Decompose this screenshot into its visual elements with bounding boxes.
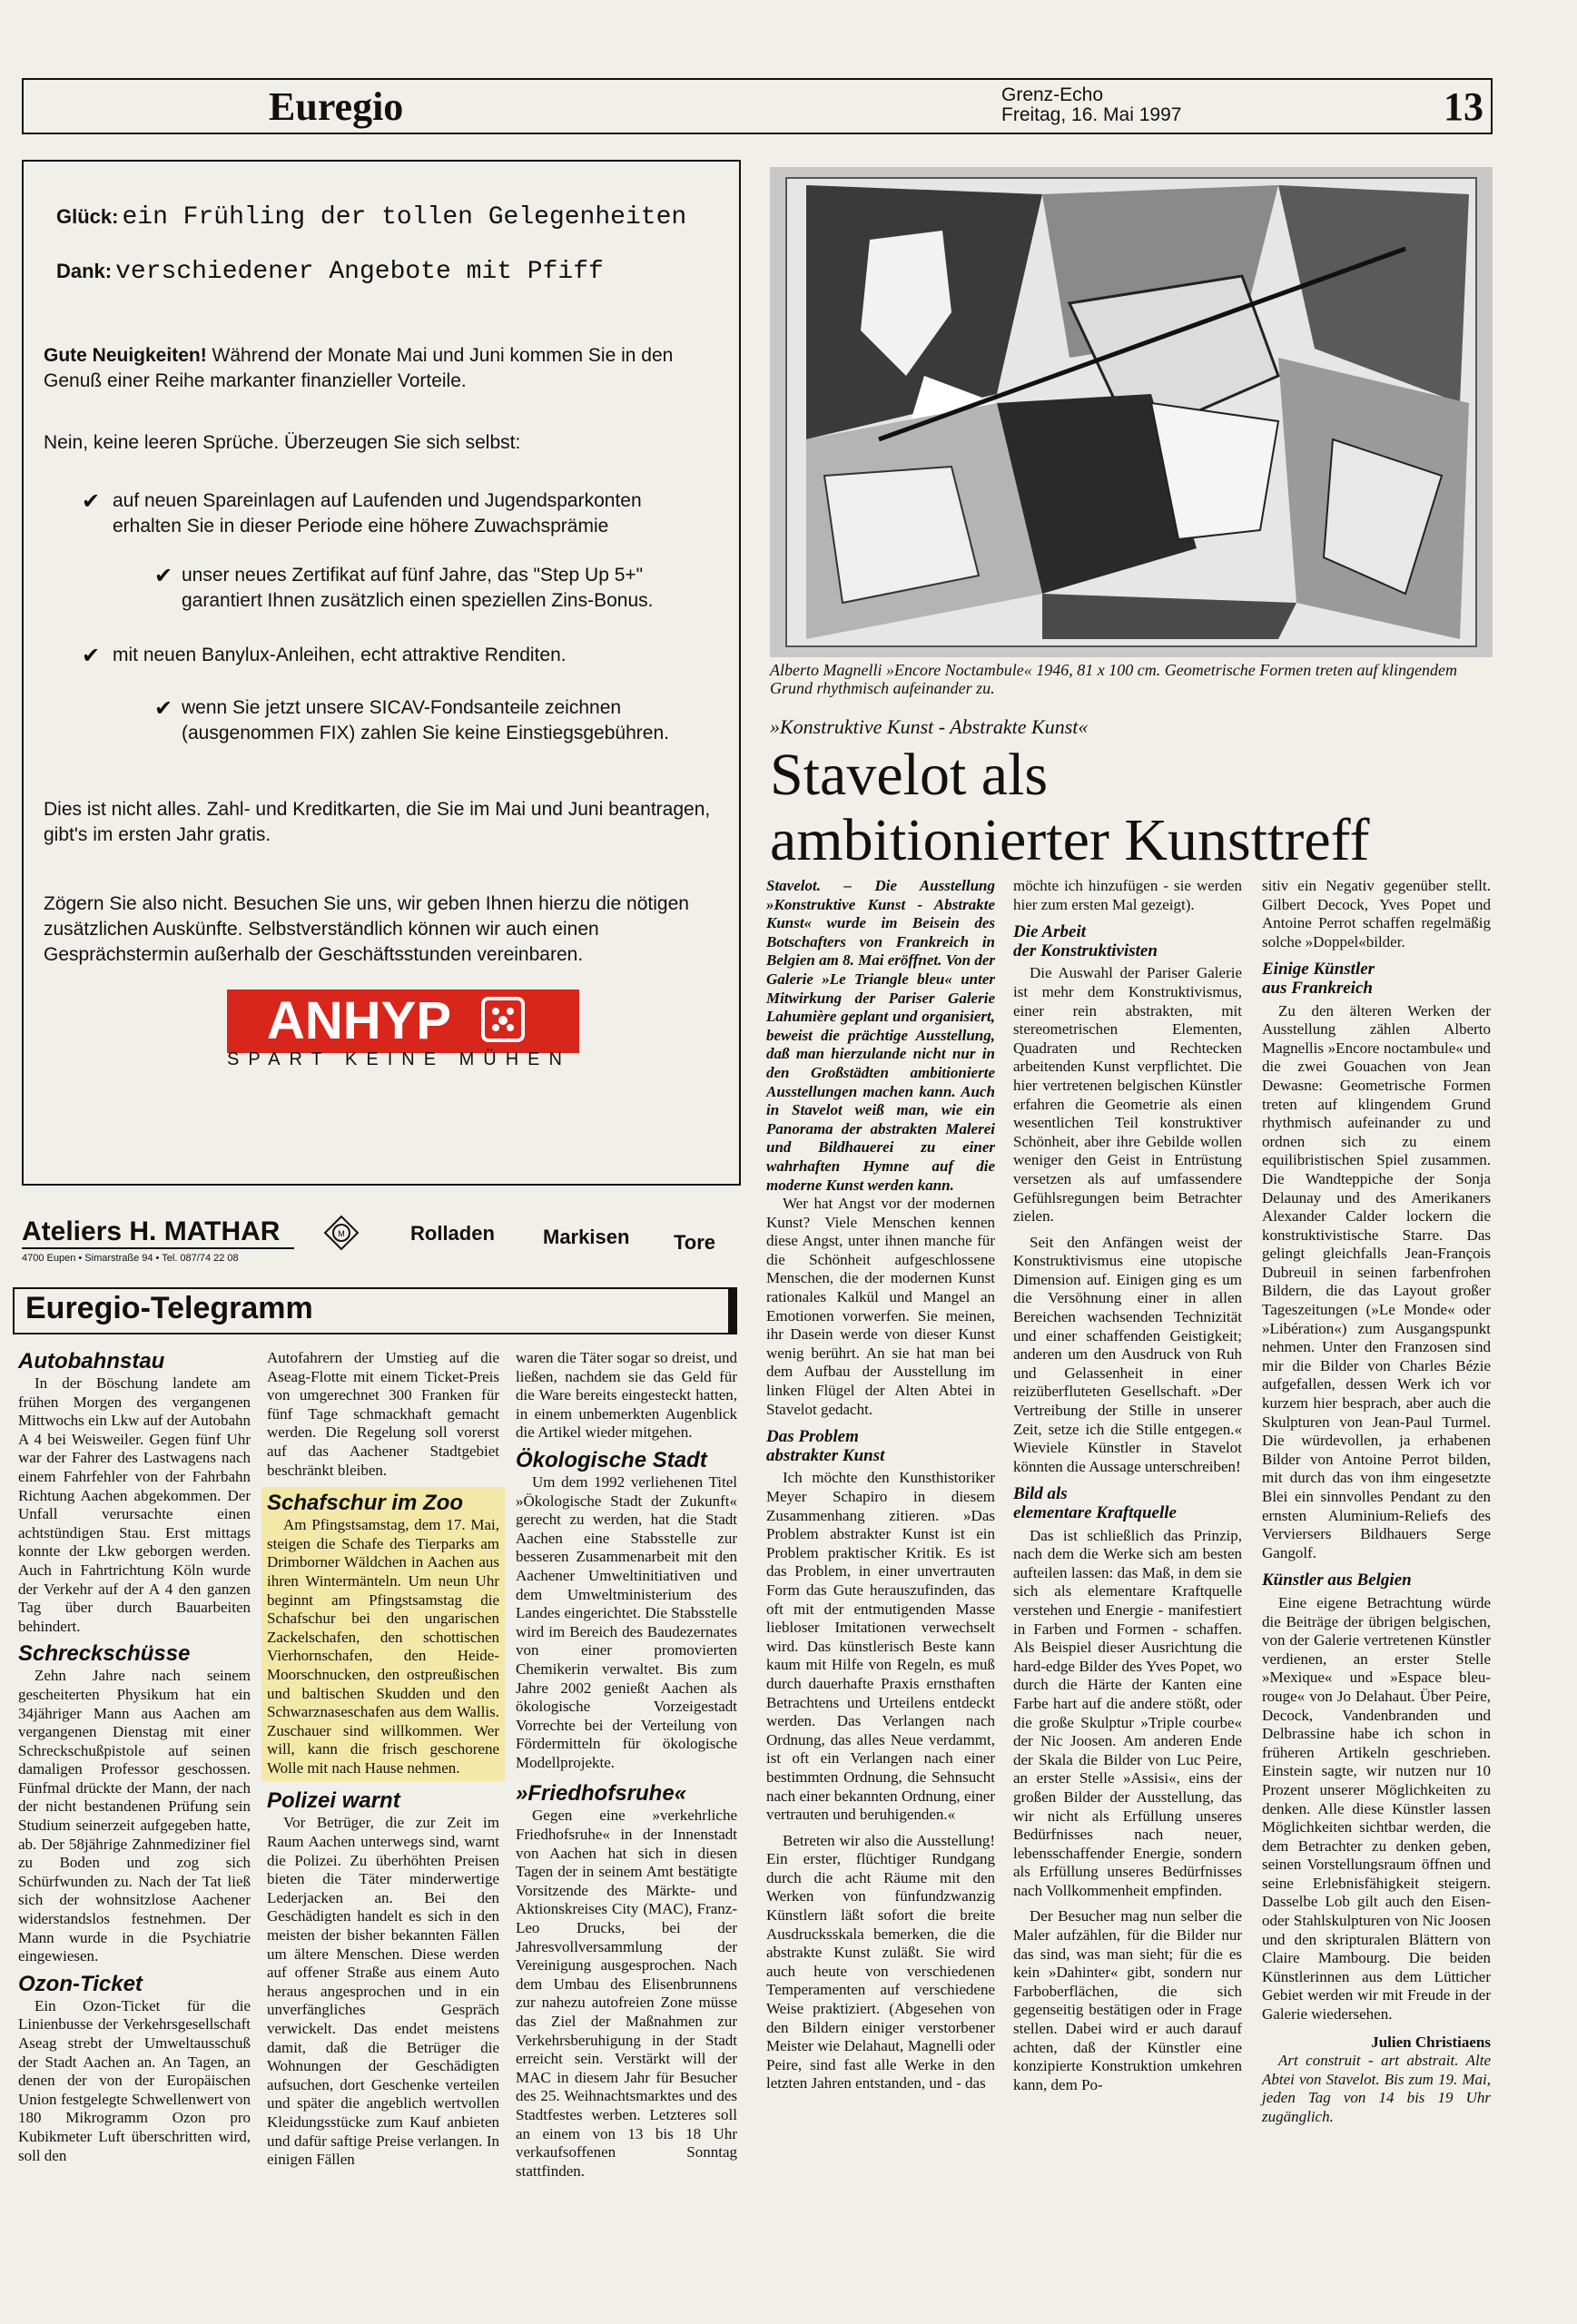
ad-closing: Zögern Sie also nicht. Besuchen Sie uns, wir geben Ihnen hierzu die nötigen zusätzlichen Auskünfte. Selbstverständlich können wir auch einen Gesprächstermin außerhalb der Geschäftsstunden vereinbaren. [44,893,689,965]
anhyp-brand: ANHYP [267,991,450,1050]
page-number: 13 [1444,84,1483,129]
article-column-1 [766,877,995,2093]
ozon-heading: Ozon-Ticket [18,1971,143,1996]
checkmark-icon: ✔ [82,643,101,668]
ad-intro [44,343,715,394]
article-c1-p1: Wer hat Angst vor der modernen Kunst? Viele Menschen kennen diese Angst, unter ihnen manche für die Schönheit aufgeschlossene Menschen, die der modernen Kunst rationales Kalkül und Mangel an Emotionen vorwerfen. Sie meinen, ihr Dasein werde von dieser Kunst wenig berührt. An sie hat man bei dem Aufbau der Ausstellung im linken Flügel der Alten Abtei in Stavelot gedacht. [766,1195,995,1418]
subhead-frankreich [1262,960,1491,998]
svg-text:M: M [338,1229,345,1238]
fried-text: Gegen eine »verkehrliche Friedhofsruhe« in der Innenstadt von Aachen hat sich in diesen Tagen der in seinem Amt bestätigte Vorsitzende des Märkte- und Aktionskreises City (MAC), Franz-Leo Drucks, bei der Jahresvollversammlung der Vereinigung ausgesprochen. Nach dem Umbau des Elisenbrunnens zur nahezu autofreien Zone müsse das Ziel der Maßnahmen zur Verkehrsberuhigung in der Stadt erreicht sein. Verstärkt will der MAC in diesem Jahr für Besucher des 25. Weihnachtsmarktes und des Stadtfestes werben. Letzteres soll an einem von 13 bis 18 Uhr verkaufsoffenen Sonntag stattfinden. [516,1807,737,2180]
mathar-item-markisen: Markisen [543,1226,630,1248]
subhead-konstruktivisten [1013,923,1242,960]
article-c2-p0: möchte ich hinzufügen - sie werden hier zum ersten Mal gezeigt). [1013,877,1242,913]
page-header-frame [22,78,1493,134]
article-c2-p3: Das ist schließlich das Prinzip, nach dem die Werke sich am besten aufteilen lassen: das Maß, in dem sie sich als elementare Kraftquelle verstehen und Energie - manifestiert in Farben und Formen - schaffen. Als Beispiel dieser Ausrichtung die hard-edge Bilder des Yves Popet, wo durch die Härte der Kanten eine Farbe hart auf die andere stößt, oder die große Skulptur »Triple courbe« der Nic Joosen. Am anderen Ende der Skala die Bilder von Luc Peire, an erster Stelle »Assisi«, eins der großen Bilder der Ausstellung, das wir nicht als Erfüllung unseres Bedürfnisses nach neuer, lebensschaffender Energie, sondern als Erfüllung unseres Bedürfnisses nach Vollkommenheit empfinden. [1013,1526,1242,1899]
ozon-continued: Autofahrern der Umstieg auf die Aseag-Flotte mit einem Ticket-Preis von umgerechnet 300 Franken für fünf Tage schmackhaft gemacht werden. Die Regelung soll vorerst auf das Aachener Stadtgebiet beschränkt bleiben. [267,1349,499,1479]
mathar-name: Ateliers H. MATHAR [22,1216,281,1246]
ad-bullet-4: wenn Sie jetzt unsere SICAV-Fondsanteile zeichnen (ausgenommen FIX) zahlen Sie keine Einstiegsgebühren. [182,697,669,743]
section-title: Euregio [269,84,404,129]
anhyp-slogan: SPART KEINE MÜHEN [227,1049,571,1069]
newspaper-name: Grenz-Echo [1001,84,1104,105]
telegramm-column-2 [267,1349,499,2170]
subhead-kraftquelle-2: elementare Kraftquelle [1013,1503,1177,1522]
telegramm-title: Euregio-Telegramm [25,1291,313,1325]
subhead-problem-2: abstrakter Kunst [766,1445,885,1465]
article-c1-p3: Betreten wir also die Ausstellung! Ein erster, flüchtiger Rundgang durch die acht Räume mit den Werken von fünfundzwanzig Künstlern läßt sofort die breite Ausdrucksskala bemerken, die die abstrakte Kunst zuläßt. Sie wird auch heute von verschiedenen Temperamenten auf verschiedene Weise praktiziert. (Abgesehen von den Bildern einiger verstorbener Meister wie Delahaut, Magnelli oder Peire, sind fast alle Werke in den letzten Jahren entstanden, und - das [766,1831,995,2093]
anhyp-logo [227,990,579,1053]
fried-heading: »Friedhofsruhe« [516,1781,687,1807]
subhead-problem [766,1428,995,1465]
subhead-konstruktivisten-2: der Konstruktivisten [1013,940,1158,960]
polizei-text: Vor Betrüger, die zur Zeit im Raum Aachen unterwegs sind, warnt die Polizei. Zu überhöhten Preisen bieten die Täter minderwertige Lederjacken an. Bei den Geschädigten handelt es sich in den meisten der bisher bekannten Fällen um ältere Menschen. Diese werden auf offener Straße aus einem Auto heraus angesprochen und in ein unverfängliches Gespräch verwickelt. Das endet meistens damit, daß die Betrüger die Wohnungen der Geschädigten aufsuchen, dort Geschenke verteilen und später die angeblich wertvollen Kleidungsstücke zum Kauf anbieten und dafür saftige Preise verlangen. In einigen Fällen [267,1814,499,2169]
subhead-problem-1: Das Problem [766,1427,859,1447]
article-c3-p2: Eine eigene Betrachtung würde die Beiträge der übrigen belgischen, von der Galerie vertretenen Künstler verdienen, an erster Stelle »Mexique« und »Espace bleu-rouge« von Jo Delahaut. Über Peire, Decock, Vandenbranden und Delbrassine habe ich schon in früheren Artikeln geschrieben. Einstein sagte, wir nutzen nur 10 Prozent unserer Möglichkeiten zu denken. Alle diese Künstler lassen Möglichkeiten sichtbar werden, die dem Betrachter zu denken geben, seinen Vorstellungsraum öffnen und seine Erlebnisfähigkeit steigern. Dasselbe Lob gilt auch den Eisen- oder Stahlskulpturen von Nic Joosen und den skripturalen Blättern von Claire Mambourg. Die beiden Künstlerinnen aus dem Lütticher Gebiet werden wir mit Freude in der Galerie wiedersehen. [1262,1593,1491,2024]
schafschur-box [261,1487,505,1781]
mathar-item-rolladen: Rolladen [410,1222,495,1245]
article-kicker: »Konstruktive Kunst - Abstrakte Kunst« [770,715,1089,738]
subhead-belgien: Künstler aus Belgien [1262,1571,1412,1590]
schaf-heading: Schafschur im Zoo [267,1491,464,1516]
article-headline [770,743,1493,873]
ad-slogan-2 [56,258,728,286]
oeko-heading: Ökologische Stadt [516,1447,707,1472]
oeko-text: Um dem 1992 verliehenen Titel »Ökologische Stadt der Zukunft« gerecht zu werden, hat die Stadt Aachen eine Stabsstelle zur besseren Zusammenarbeit mit den Aachener Umweltinitiativen und dem Umweltministerium des Landes eingerichtet. Die Stabsstelle wird im Bereich des Baudezernates von einer promovierten Chemikerin verwaltet. Bis zum Jahre 2002 genießt Aachen als ökologische Vorzeigestadt Vorrechte bei der Verteilung von Fördermitteln für ökologische Modellprojekte. [516,1472,737,1771]
ad-bullet-1: auf neuen Spareinlagen auf Laufenden und Jugendsparkonten erhalten Sie in dieser Periode eine höhere Zuwachsprämie [113,490,642,537]
article-lead: Stavelot. – Die Ausstellung »Konstruktive Kunst - Abstrakte Kunst« wurde im Beisein des Botschafters von Frankreich in Belgien am 8. Mai eröffnet. Von der Galerie »Le Triangle bleu« unter Mitwirkung der Pariser Galerie Lahumière geplant und organisiert, beweist die prächtige Ausstellung, daß man hierzulande nicht nur in den Großstädten ambitionierte Ausstellungen machen kann. Auch in Stavelot weiß man, wie ein Panorama der abstrakten Malerei und Bildhauerei zu einer wahrhaften Hymne auf die moderne Kunst werden kann. [766,877,995,1194]
subhead-kraftquelle [1013,1485,1242,1522]
ad-intro-bold: Gute Neuigkeiten! [44,345,207,366]
telegramm-column-3 [516,1349,737,2181]
article-c2-p2: Seit den Anfängen weist der Konstruktivismus eine utopische Dimension auf. Einigen ging es um die Versöhnung einer in allen Bereichen wachsenden Technizität und einer schaffenden Geistigkeit; anderen um den Ausdruck von Ruh und Gelassenheit in einer reizüberfluteten Gesellschaft. »Der Vertreibung der Stille in unserer Zeit, setze ich die Stille entgegen.« Wieviele Künstler in Stavelot könnten die Aussage unterschreiben! [1013,1233,1242,1475]
autobahn-text: In der Böschung landete am frühen Morgen des vergangenen Mittwochs ein Lkw auf der Autobahn A 4 bei Weisweiler. Gegen fünf Uhr war der Fahrer des Lastwagens nach einem Fahrfehler von der Fahrbahn Richtung Aachen abgekommen. Der Unfall verursachte einen achtstündigen Stau. Erst mittags konnte der Lkw geborgen werden. Auch in Fahrtrichtung Köln wurde der Verkehr auf der A 4 den ganzen Tag über durch Bauarbeiten behindert. [18,1374,251,1635]
article-c2-p4: Der Besucher mag nun selber die Maler aufzählen, für die Bilder nur das sind, was man sieht; für die es kein »Dahinter« gibt, sondern nur Farboberflächen, die sich gegenseitig bestätigen oder in Frage stellen. Dabei wird er auch darauf achten, daß der Künstler eine konzipierte Konstruktion umkehren kann, dem Po- [1013,1907,1242,2093]
polizei-heading: Polizei warnt [267,1788,400,1814]
checkmark-icon: ✔ [154,563,173,588]
article-author: Julien Christiaens [1371,2033,1491,2051]
exhibition-info: Art construit - art abstrait. Alte Abtei von Stavelot. Bis zum 19. Mai, jeden Tag von 14 bis 19 Uhr zugänglich. [1262,2052,1491,2125]
checkmark-icon: ✔ [82,488,101,514]
subhead-frankreich-2: aus Frankreich [1262,978,1373,998]
issue-date: Freitag, 16. Mai 1997 [1001,104,1182,125]
headline-line-2: ambitionierter Kunsttreff [770,807,1370,873]
article-c2-p1: Die Auswahl der Pariser Galerie ist mehr dem Konstruktivismus, einer rein abstrakten, mit stereometrischen Elementen, Quadraten und Rechtecken arbeitenden Kunst verpflichtet. Die hier vertretenen belgischen Künstler erfahren die Geometrie als einen wesentlichen Teil konstruktiver Schönheit, aber ihre Gebilde wollen weniger den Geist in Entrüstung versetzen als auf umfassendere Gefühlsregungen beim Betrachter zielen. [1013,964,1242,1226]
schreck-heading: Schreckschüsse [18,1641,191,1667]
article-column-3 [1262,877,1491,2127]
ad-slogan-2-label: Dank: [56,260,113,282]
subhead-frankreich-1: Einige Künstler [1262,960,1375,980]
subhead-konstruktivisten-1: Die Arbeit [1013,922,1087,942]
ad-slogan-2-text: verschiedener Angebote mit Pfiff [115,258,604,286]
ad-slogan-1 [56,203,728,231]
ad-slogan-1-text: ein Frühling der tollen Gelegenheiten [122,203,687,231]
ozon-text: Ein Ozon-Ticket für die Linienbusse der Verkehrsgesellschaft Aseag strebt der Umweltausschuß der Stadt Aachen an. An Tagen, an denen der von der Europäischen Union festgelegte Schwellenwert von 180 Mikrogramm Ozon pro Kubikmeter Luft überschritten wird, soll den [18,1996,251,2164]
ad-slogan-1-label: Glück: [56,205,119,228]
mathar-item-tore: Tore [674,1231,716,1254]
autobahn-heading: Autobahnstau [18,1349,165,1374]
magnelli-painting-image [770,167,1493,657]
polizei-continued: waren die Täter sogar so dreist, und ließen, nachdem sie das Geld für die Ware bereits eingesteckt hatten, in einem unbemerkten Augenblick die Artikel wieder mitgehen. [516,1349,737,1442]
anhyp-symbol-icon [481,997,525,1042]
article-c3-p1: Zu den älteren Werken der Ausstellung zählen Alberto Magnellis »Encore noctambule« und die zwei Gouachen von Jean Dewasne: Geometrische Formen treten auf klingendem Grund rhythmisch aufeinander zu und ordnen sich zu einem equilibristischen Spiel zusammen. Die Wandteppiche der Sonja Delaunay und des Amerikaners Alexander Calder lockern die konstruktivistische Starre. Das gelingt gleichfalls Jean-François Dubreuil in seinen farbenfrohen Bildern, die das Layout großer Tageszeitungen (»Le Monde« oder »Libération«) zum Ausgangspunkt nehmen. Unter den Franzosen sind mir die Bilder von Charles Bézie aufgefallen, dessen Werk ich vor kurzem hier besprach, aber auch die Skulpturen von Jean-Paul Turmel. Die würdevollen, ja erhabenen Bilder von Antoine Perrot bilden, mit durch das von ihm eingesetzte Blei ein sinnvolles Pendant zu den ernsten Aluminium-Reliefs des Verviersers Bildhauers Serge Gangolf. [1262,1001,1491,1561]
article-c3-p0: sitiv ein Negativ gegenüber stellt. Gilbert Decock, Yves Popet und Antoine Perrot schaffen regelmäßig solche »Doppel«bilder. [1262,877,1491,950]
mathar-logo-icon [323,1215,360,1251]
masthead-info [1001,85,1181,125]
mathar-ad [22,1216,294,1249]
checkmark-icon: ✔ [154,695,173,721]
schreck-text: Zehn Jahre nach seinem gescheiterten Physikum hat ein 34jähriger Mann aus Aachen am vergangenen Dienstag mit einer Schreckschußpistole auf seinen damaligen Professor geschossen. Fünfmal drückte der Mann, der nach der nicht bestandenen Prüfung sein Studium seinerzeit aufgegeben hatte, ab. Der 58jährige Zahnmediziner fiel zu Boden und zog sich Schürfwunden zu. Nach der Tat ließ sich der wohnsitzlose Aachener widerstandslos festnehmen. Der Mann wurde in die Psychiatrie eingewiesen. [18,1667,251,1965]
painting-caption: Alberto Magnelli »Encore Noctambule« 1946, 81 x 100 cm. Geometrische Formen treten auf klingendem Grund rhythmisch aufeinander zu. [770,661,1457,697]
subhead-kraftquelle-1: Bild als [1013,1484,1068,1504]
mathar-address: 4700 Eupen • Simarstraße 94 • Tel. 087/74 22 08 [22,1253,239,1264]
ad-intro-text: Während der Monate Mai und Juni kommen Sie in den Genuß einer Reihe markanter finanzieller Vorteile. [44,345,674,391]
article-column-2 [1013,877,1242,2094]
schaf-text: Am Pfingstsamstag, dem 17. Mai, steigen die Schafe des Tierparks am Drimborner Wäldchen in Aachen aus ihren Wintermänteln. Um neun Uhr beginnt am Pfingstsamstag die Schafschur bei den ungarischen Zackelschafen, den schottischen Vierhornschafen, den Heide-Moorschnucken, den ostpreußischen und baltischen Skudden und den Schwarznaseschafen aus dem Wallis. Zuschauer sind willkommen. Wer will, kann die frisch geschorene Wolle mit nach Hause nehmen. [267,1516,499,1777]
article-c1-p2: Ich möchte den Kunsthistoriker Meyer Schapiro in diesem Zusammenhang zitieren. »Das Problem abstrakter Kunst ist ein Problem praktischer Kritik. Es ist das Problem, in einer unvertrauten Form das Gute herauszufinden, das oft mit der entmutigenden Masse liebloser Imitationen verwechselt wird. Das künstlerisch Beste kann kaum mit Hilfe von Regeln, es muß durch dauerhafte Praxis ernsthaften Betrachtens und Urteilens entdeckt werden. Das Verlangen nach Ordnung, das alles Neue verdammt, ist oft ein Verlangen nach einer bestimmten Ordnung, die Sehnsucht nach einer bekannten Ordnung, einer vertrauten und beruhigenden.« [766,1469,995,1824]
telegramm-column-1 [18,1349,251,2165]
ad-cards-offer: Dies ist nicht alles. Zahl- und Kreditkarten, die Sie im Mai und Juni beantragen, gibt's im ersten Jahr gratis. [44,799,711,845]
ad-bullet-2: unser neues Zertifikat auf fünf Jahre, das "Step Up 5+" garantiert Ihnen zusätzlich einen speziellen Zins-Bonus. [182,565,654,611]
ad-bullet-3: mit neuen Banylux-Anleihen, echt attraktive Renditen. [113,645,567,665]
headline-line-1: Stavelot als [770,742,1049,808]
ad-claim: Nein, keine leeren Sprüche. Überzeugen Sie sich selbst: [44,432,521,453]
